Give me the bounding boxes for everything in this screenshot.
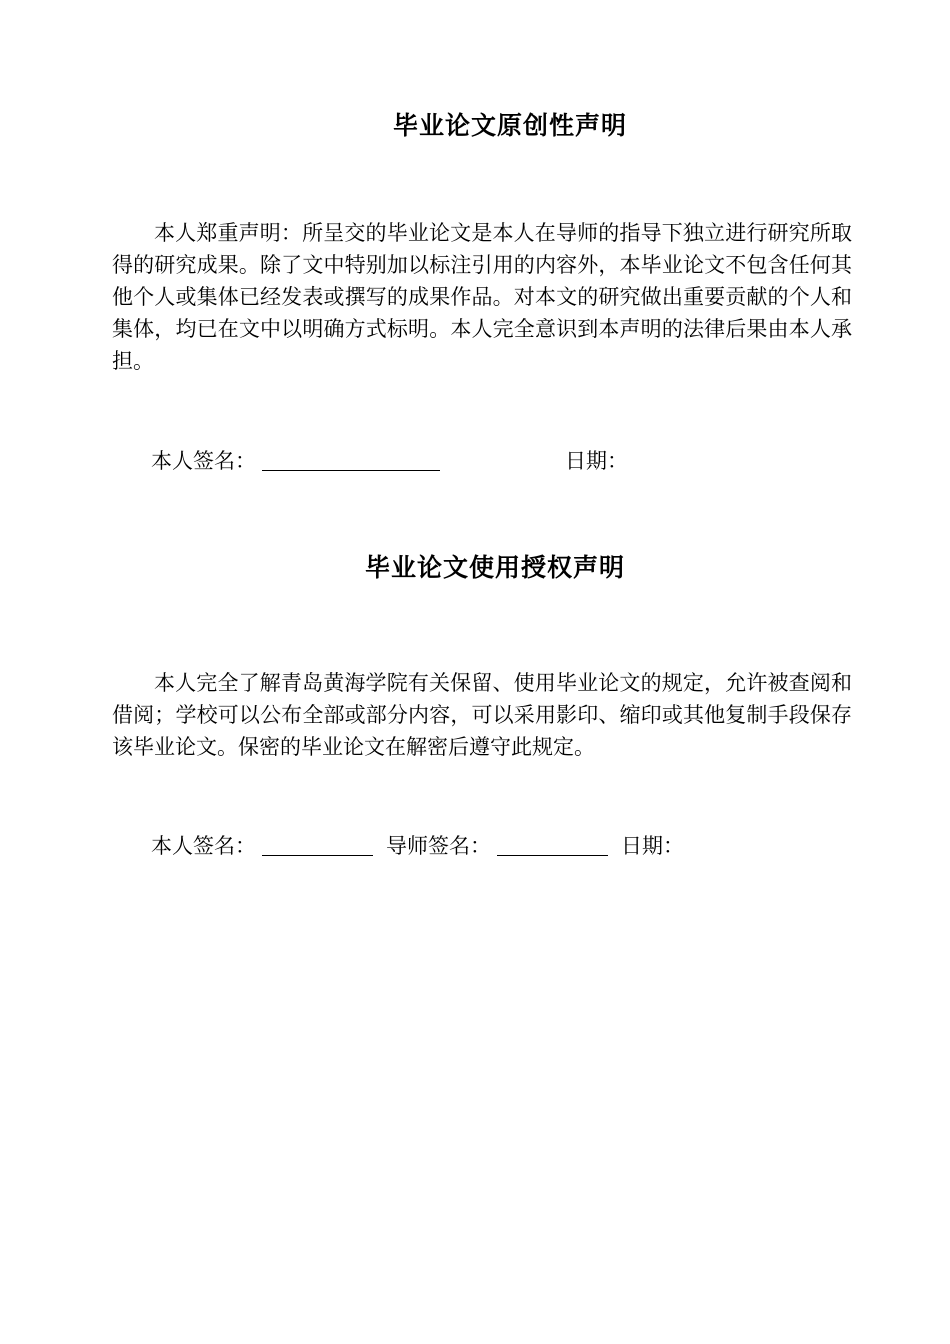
originality-title: 毕业论文原创性声明 <box>392 111 627 140</box>
authorization-date-label: 日期： <box>621 834 684 858</box>
originality-date-label: 日期： <box>565 449 628 473</box>
authorization-title: 毕业论文使用授权声明 <box>364 553 625 582</box>
originality-signature-line[interactable] <box>262 452 440 471</box>
authorization-signature-line[interactable] <box>262 837 373 856</box>
originality-body: 本人郑重声明：所呈交的毕业论文是本人在导师的指导下独立进行研究所取得的研究成果。除了文中特别加以标注引用的内容外，本毕业论文不包含任何其他个人或集体已经发表或撰写的成果作品。对本文的研究做出重要贡献的个人和集体，均已在文中以明确方式标明。本人完全意识到本声明的法律后果由本人承担。 <box>112 221 852 373</box>
authorization-body: 本人完全了解青岛黄海学院有关保留、使用毕业论文的规定，允许被查阅和借阅；学校可以公布全部或部分内容，可以采用影印、缩印或其他复制手段保存该毕业论文。保密的毕业论文在解密后遵守此规定。 <box>112 671 852 759</box>
advisor-signature-label: 导师签名： <box>386 834 491 858</box>
authorization-signature-label: 本人签名： <box>151 834 256 858</box>
advisor-signature-line[interactable] <box>497 837 608 856</box>
originality-signature-label: 本人签名： <box>151 449 256 473</box>
